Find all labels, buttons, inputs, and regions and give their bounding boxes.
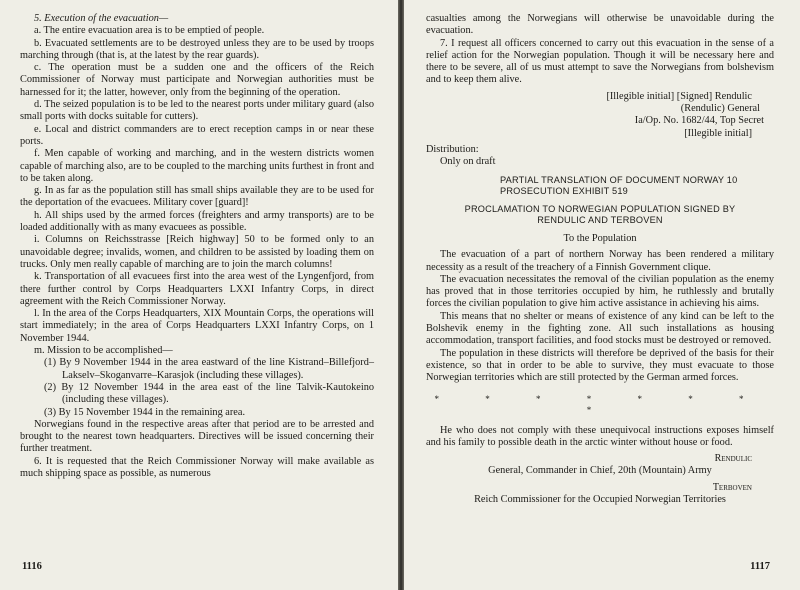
page-number-left: 1116 — [22, 561, 42, 572]
paragraph-norwegians-found: Norwegians found in the respective areas after that period are to be arrested and brought to the nearest town headquarters. Directives will be issued concerning their further treatment. — [20, 418, 374, 455]
paragraph-g: g. In as far as the population still has small ships available they are to be used for the deportation of the evacuees. Military cover [guard]! — [20, 185, 374, 209]
partial-heading-line-2: PROSECUTION EXHIBIT 519 — [500, 186, 628, 197]
salutation: To the Population — [563, 232, 637, 244]
sub-item-3: (3) By 15 November 1944 in the remaining area. — [44, 406, 246, 418]
proclamation-heading-line-1: PROCLAMATION TO NORWEGIAN POPULATION SIGNED BY — [464, 203, 736, 214]
proclamation-paragraph-3: This means that no shelter or means of existence of any kind can be left to the Bolshevik enemy in the fighting zone. All such installations as housing accommodation, transport facilities, and food stocks must be destroyed or removed. — [426, 310, 774, 347]
proclamation-paragraph-4: The population in these districts will therefore be deprived of the basis for their existence, so that in order to be able to survive, they must evacuate to those Norwegian territories which are still protected by the German armed forces. — [426, 347, 774, 384]
paragraph-k: k. Transportation of all evacuees first into the area west of the Lyngenfjord, from there further control by Corps Headquarters LXXI Infantry Corps, in direct agreement with the Reich Commissioner Norway. — [20, 271, 374, 307]
proclamation-paragraph-2: The evacuation necessitates the removal of the civilian population as the enemy has proved that in those territories occupied by him, he ruthlessly and brutally forces the civilian population to give him active assistance in achieving his aims. — [426, 273, 774, 310]
partial-heading-line-1: PARTIAL TRANSLATION OF DOCUMENT NORWAY 10 — [500, 174, 738, 185]
distribution-value: Only on draft — [440, 156, 496, 168]
paragraph-l: l. In the area of the Corps Headquarters, XIX Mountain Corps, the operations will start immediately; in the area of Corps Headquarters LXXI Infantry Corps, on 1 November 1944. — [20, 308, 374, 344]
paragraph-c: c. The operation must be a sudden one and the officers of the Reich Commissioner of Norway must participate and Norwegian authorities must be harnessed for it; the latter, however, only from the beginning of the operation. — [20, 62, 374, 98]
right-page — [404, 0, 800, 590]
signature-line-4: [Illegible initial] — [684, 127, 752, 139]
sub-item-1: (1) By 9 November 1944 in the area eastward of the line Kistrand–Billefjord–Lakselv–Skoganvarre–Karasjok (including these villages). — [44, 357, 374, 381]
signature-line-2: (Rendulic) General — [680, 103, 760, 115]
sub-item-2: (2) By 12 November 1944 in the area east of the line Talvik-Kautokeino (including these villages). — [44, 381, 374, 406]
page-number-right: 1117 — [750, 561, 770, 572]
paragraph-i: i. Columns on Reichsstrasse [Reich highway] 50 to be formed only to an unavoidable degree; invalids, women, and children to be assisted by loading them on trucks. Only men really capable of marching are to join the march columns! — [20, 234, 374, 270]
paragraph-f: f. Men capable of working and marching, and in the western districts women capable of marching also, are to be coupled to the marching units furthest in front and to be taken along. — [20, 148, 374, 184]
paragraph-b: b. Evacuated settlements are to be destroyed unless they are to be used by troops marching through (that is, at the latest by the rear guards). — [20, 37, 374, 61]
paragraph-h: h. All ships used by the armed forces (freighters and army transports) are to be loaded additionally with as many evacuees as possible. — [20, 209, 374, 234]
signatory-name-1: Rendulic — [714, 453, 752, 465]
proclamation-final-paragraph: He who does not comply with these unequivocal instructions exposes himself and his family to possible death in the arctic winter without house or food. — [426, 424, 774, 448]
left-page — [0, 0, 398, 590]
proclamation-heading-line-2: RENDULIC AND TERBOVEN — [537, 215, 663, 226]
signature-line-1: [Illegible initial] [Signed] Rendulic — [606, 90, 752, 102]
proclamation-paragraph-1: The evacuation of a part of northern Norway has been rendered a military necessity as a result of the treachery of a Finnish Government clique. — [426, 249, 774, 273]
separator-stars: * * * * * * * * — [434, 393, 766, 415]
signatory-name-2: Terboven — [712, 481, 752, 493]
signatory-title-2: Reich Commissioner for the Occupied Norwegian Territories — [474, 493, 726, 505]
signature-line-3: Ia/Op. No. 1682/44, Top Secret — [634, 115, 764, 127]
signatory-title-1: General, Commander in Chief, 20th (Mountain) Army — [488, 465, 712, 477]
paragraph-a: a. The entire evacuation area is to be emptied of people. — [34, 25, 265, 37]
distribution-label: Distribution: — [426, 143, 479, 155]
paragraph-7: 7. I request all officers concerned to carry out this evacuation in the sense of a relief action for the Norwegian population. Though it will be necessary here and there to be severe, all of us must attempt to save the Norwegians from bolshevism and to keep them alive. — [426, 37, 774, 86]
paragraph-6: 6. It is requested that the Reich Commissioner Norway will make available as much shipping space as possible, as numerous — [20, 455, 374, 479]
paragraph-e: e. Local and district commanders are to erect reception camps in or near these ports. — [20, 123, 374, 147]
paragraph-m: m. Mission to be accomplished— — [34, 345, 173, 357]
section-heading: 5. Execution of the evacuation— — [34, 13, 169, 24]
continued-text: casualties among the Norwegians will otherwise be unavoidable during the evacuation. — [426, 13, 774, 37]
paragraph-d: d. The seized population is to be led to the nearest ports under military guard (also small ports with docks suitable for cutters). — [20, 99, 374, 123]
